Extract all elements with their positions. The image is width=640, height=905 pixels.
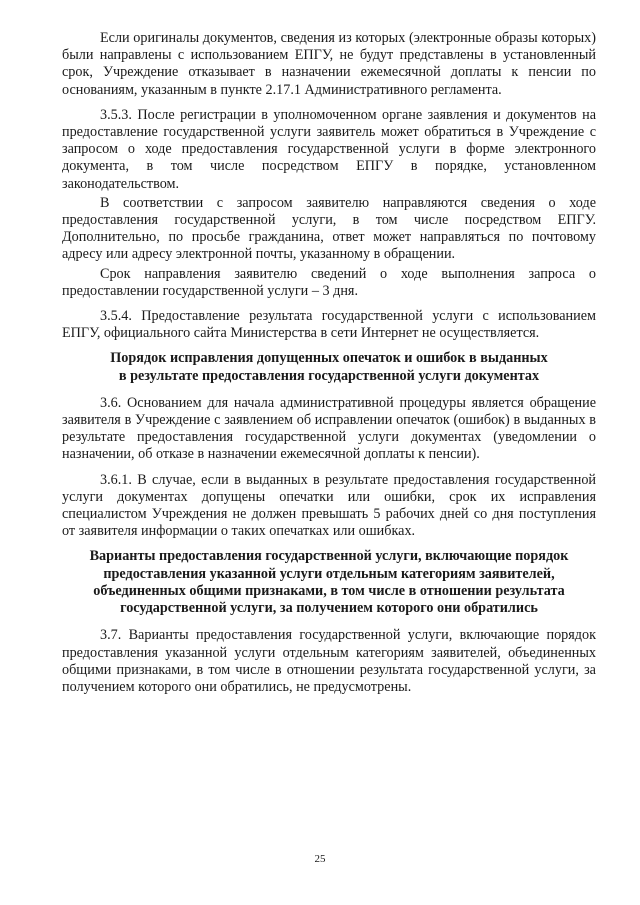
page-content bbox=[62, 30, 596, 696]
page-number: 25 bbox=[314, 853, 326, 865]
paragraph-3-7: 3.7. Варианты предоставления государственной услуги, включающие порядок предоставления указанной услуги отдельным категориям заявителей, объединенных общими признаками, в том числе в отношении результата государственной услуги, за получением которого они обратились, не предусмотрены. bbox=[62, 627, 596, 695]
heading-line: Варианты предоставления государственной услуги, включающие порядок bbox=[89, 548, 569, 565]
heading-line: государственной услуги, за получением которого они обратились bbox=[120, 600, 538, 617]
paragraph-3-5-4: 3.5.4. Предоставление результата государственной услуги с использованием ЕПГУ, официального сайта Министерства в сети Интернет не осуществляется. bbox=[62, 308, 596, 342]
paragraph-3-6-1: 3.6.1. В случае, если в выданных в результате предоставления государственной услуги документах допущены опечатки или ошибки, срок их исправления специалистом Учреждения не должен превышать 5 рабочих дней со дня поступления от заявителя информации о таких опечатках или ошибках. bbox=[62, 471, 596, 540]
paragraph-response-term: Срок направления заявителю сведений о ходе выполнения запроса о предоставлении государственной услуги – 3 дня. bbox=[62, 265, 596, 299]
paragraph-3-5-3: 3.5.3. После регистрации в уполномоченном органе заявления и документов на предоставление государственной услуги заявитель может обратиться в Учреждение с запросом о ходе предоставления государственной услуги в форме электронного документа, в том числе посредством ЕПГУ в порядке, установленном законодательством. bbox=[62, 106, 596, 192]
paragraph-query-response: В соответствии с запросом заявителю направляются сведения о ходе предоставления государственной услуги, в том числе посредством ЕПГУ. Дополнительно, по просьбе гражданина, ответ может направляться по почтовому адресу или адресу электронной почты, указанному в обращении. bbox=[62, 194, 596, 263]
paragraph-gap bbox=[62, 99, 596, 107]
paragraph-originals-refusal: Если оригиналы документов, сведения из которых (электронные образы которых) были направлены с использованием ЕПГУ, не будут представлены в установленный срок, Учреждение отказывает в назначении ежемесячной доплаты к пенсии по основаниям, указанным в пункте 2.17.1 Административного регламента. bbox=[62, 30, 596, 98]
heading-line: Порядок исправления допущенных опечаток и ошибок в выданных bbox=[110, 350, 548, 367]
heading-line: в результате предоставления государственной услуги документах bbox=[118, 367, 540, 384]
section-heading-variants bbox=[62, 548, 596, 617]
heading-line: объединенных общими признаками, в том числе в отношении результата bbox=[93, 582, 565, 599]
paragraph-gap bbox=[62, 300, 596, 308]
paragraph-gap bbox=[62, 464, 596, 472]
section-heading-corrections bbox=[62, 350, 596, 384]
heading-line: предоставления указанной услуги отдельным категориям заявителей, bbox=[103, 565, 555, 582]
paragraph-3-6: 3.6. Основанием для начала административной процедуры является обращение заявителя в Учреждение с заявлением об исправлении опечаток (ошибок) в выданных в результате предоставления государственной услуги документах (уведомлении о назначении, об отказе в назначении ежемесячной доплаты к пенсии). bbox=[62, 394, 596, 463]
